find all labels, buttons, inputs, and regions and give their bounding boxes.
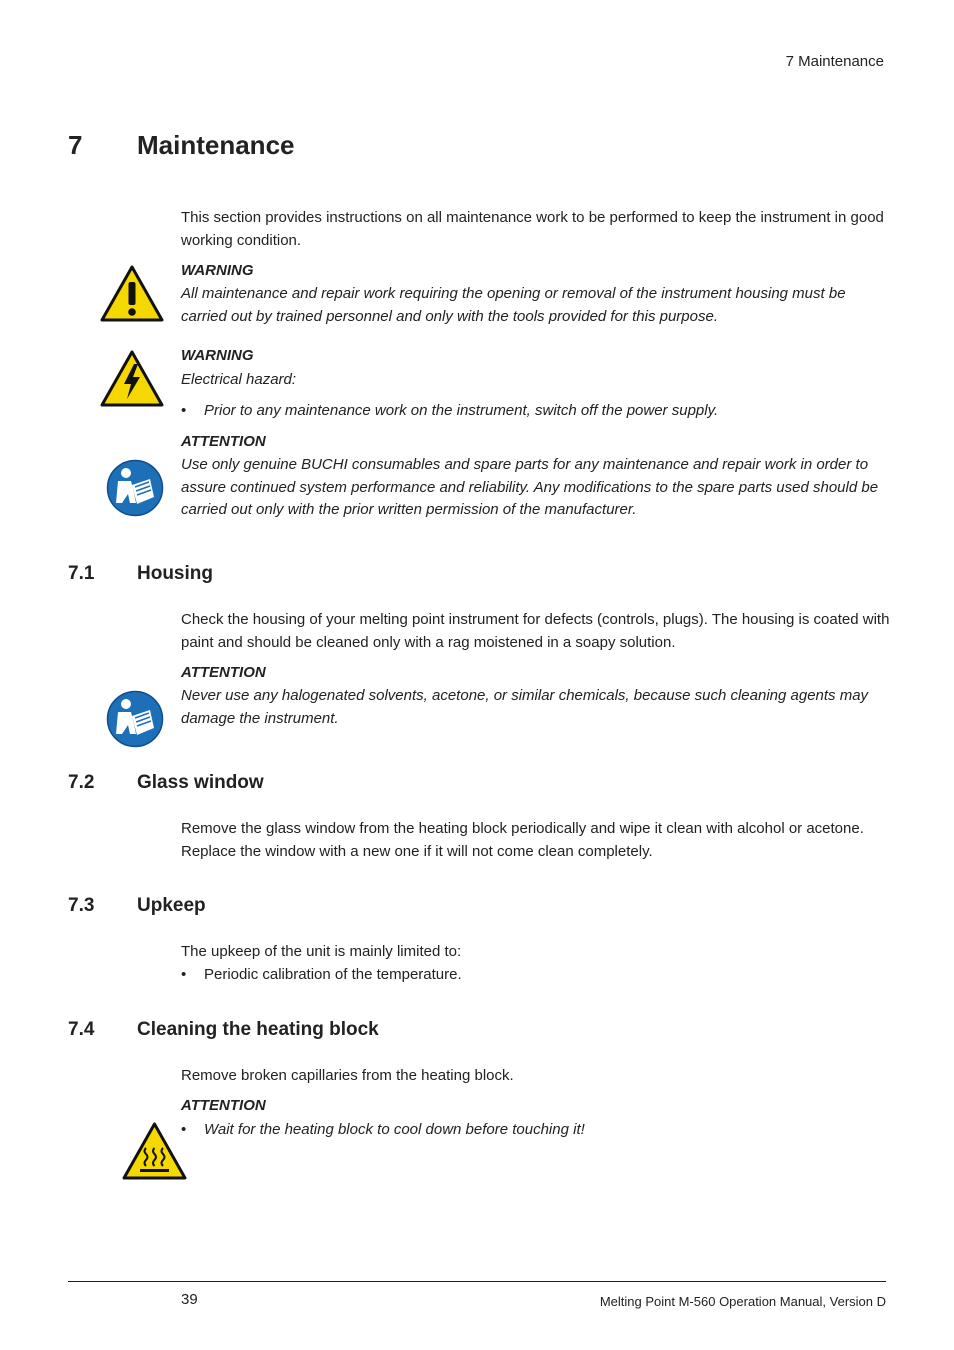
- notice-label-warning: WARNING: [181, 262, 254, 279]
- section-number: 7.2: [68, 772, 95, 793]
- section-text: The upkeep of the unit is mainly limited to:: [181, 943, 462, 960]
- notice-label-attention: ATTENTION: [181, 1097, 266, 1114]
- page-number: 39: [181, 1291, 198, 1308]
- notice-label-attention: ATTENTION: [181, 433, 266, 450]
- footer-document-title: Melting Point M-560 Operation Manual, Version D: [599, 1294, 886, 1309]
- notice-text: All maintenance and repair work requiring the opening or removal of the instrument housing must be carried out by trained personnel and only with the tools provided for this purpose.: [181, 285, 846, 325]
- section-title: 7.4 Cleaning the heating block: [68, 1019, 379, 1040]
- chapter-intro: This section provides instructions on all maintenance work to be performed to keep the instrument in good working condition.: [181, 209, 884, 249]
- section-title: 7.2 Glass window: [68, 772, 264, 793]
- hot-surface-icon: [122, 1122, 187, 1180]
- notice-text: Never use any halogenated solvents, acetone, or similar chemicals, because such cleaning agents may damage the instrument.: [181, 687, 869, 727]
- warning-triangle-icon: [100, 265, 164, 322]
- section-title: 7.3 Upkeep: [68, 895, 206, 916]
- footer-divider: [68, 1281, 886, 1282]
- electrical-hazard-icon: [100, 350, 164, 407]
- notice-bullet: • Prior to any maintenance work on the instrument, switch off the power supply.: [181, 402, 719, 419]
- notice-text: Use only genuine BUCHI consumables and spare parts for any maintenance and repair work in order to assure continued system performance and reliability. Any modifications to the spare parts used should be carried out only with the prior written permission of the manufacturer.: [181, 456, 879, 518]
- chapter-number: 7: [68, 130, 83, 160]
- section-title: 7.1 Housing: [68, 563, 213, 584]
- section-text: Remove the glass window from the heating block periodically and wipe it clean with alcohol or acetone. Replace the window with a new one if it will not come clean completely.: [181, 820, 864, 860]
- section-number: 7.4: [68, 1019, 95, 1040]
- chapter-title-text: Maintenance: [137, 130, 295, 160]
- running-head: 7 Maintenance: [785, 53, 884, 70]
- chapter-title: [68, 130, 295, 161]
- section-number: 7.3: [68, 895, 95, 916]
- list-item: • Periodic calibration of the temperature.: [181, 966, 462, 983]
- notice-label-warning: WARNING: [181, 347, 254, 364]
- section-text: Check the housing of your melting point instrument for defects (controls, plugs). The housing is coated with paint and should be cleaned only with a rag moistened in a soapy solution.: [181, 611, 890, 651]
- section-number: 7.1: [68, 563, 95, 584]
- section-text: Remove broken capillaries from the heating block.: [181, 1067, 514, 1084]
- read-manual-icon: [106, 690, 164, 748]
- notice-text: Electrical hazard:: [181, 371, 297, 388]
- read-manual-icon: [106, 459, 164, 517]
- notice-label-attention: ATTENTION: [181, 664, 266, 681]
- notice-bullet: • Wait for the heating block to cool down before touching it!: [181, 1121, 585, 1138]
